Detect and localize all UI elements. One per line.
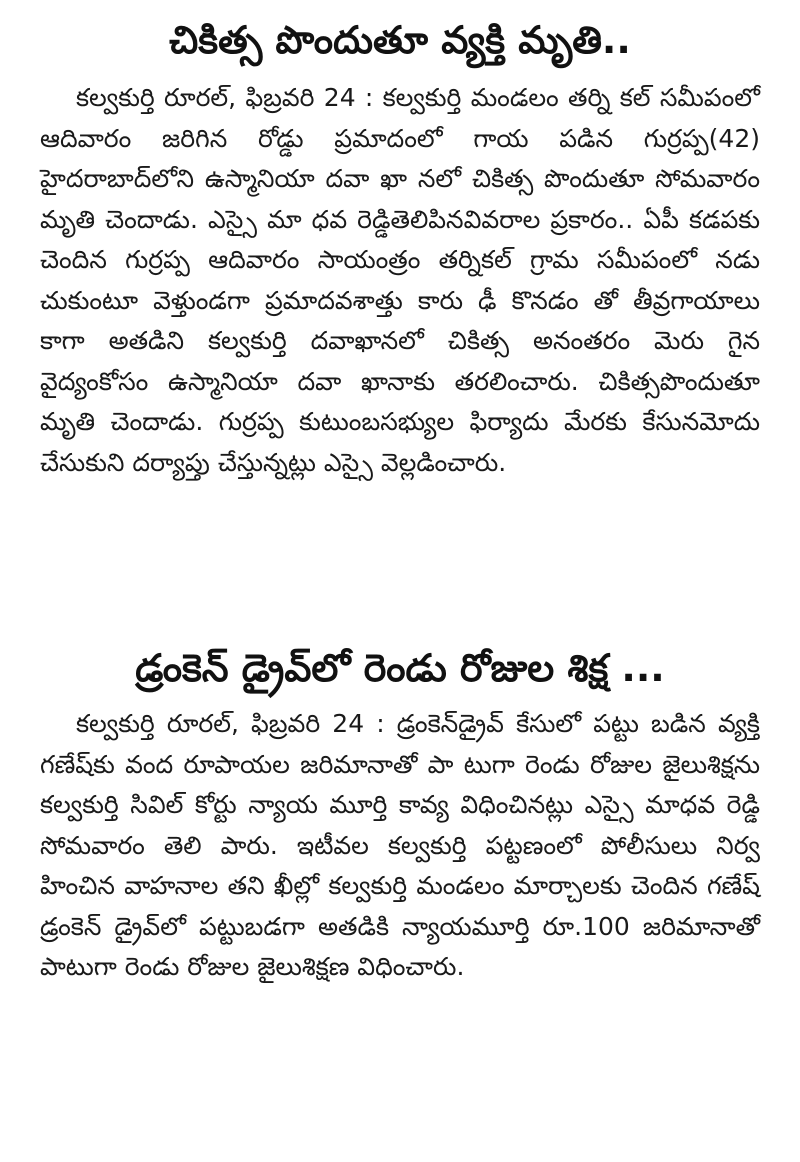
article-drunken-drive	[40, 642, 760, 988]
headline: డ్రంకెన్ డ్రైవ్‌లో రెండు రోజుల శిక్ష ...	[135, 646, 665, 690]
article-body: కల్వకుర్తి రూరల్, ఫిబ్రవరి 24 : డ్రంకెన్‌డ్రైవ్ కేసులో పట్టు బడిన వ్యక్తి గణేష్‌కు వంద రూపాయల జరిమానాతో పా టుగా రెండు రోజుల జైలుశిక్షను కల్వకుర్తి సివిల్ కోర్టు న్యాయ మూర్తి కావ్య విధించినట్లు ఎస్సై మాధవ రెడ్డి సోమవారం తెలి పారు. ఇటీవల కల్వకుర్తి పట్టణంలో పోలీసులు నిర్వ హించిన వాహనాల తని ఖీల్లో కల్వకుర్తి మండలం మార్చాలకు చెందిన గణేష్ డ్రంకెన్ డ్రైవ్‌లో పట్టుబడగా అతడికి న్యాయమూర్తి రూ.100 జరిమానాతో పాటుగా రెండు రోజుల జైలుశిక్షణ విధించారు.	[40, 709, 760, 981]
article-patient-death	[40, 14, 760, 483]
headline: చికిత్స పొందుతూ వ్యక్తి మృతి..	[169, 18, 631, 62]
article-body: కల్వకుర్తి రూరల్, ఫిబ్రవరి 24 : కల్వకుర్తి మండలం తర్ని కల్ సమీపంలో ఆదివారం జరిగిన రోడ్డు ప్రమాదంలో గాయ పడిన గుర్రప్ప(42) హైదరాబాద్‌లోని ఉస్మానియా దవా ఖా నలో చికిత్స పొందుతూ సోమవారం మృతి చెందాడు. ఎస్సై మా ధవ రెడ్డితెలిపినవివరాల ప్రకారం.. ఏపీ కడపకు చెందిన గుర్రప్ప ఆదివారం సాయంత్రం తర్నికల్ గ్రామ సమీపంలో నడు చుకుంటూ వెళ్తుండగా ప్రమాదవశాత్తు కారు ఢీ కొనడం తో తీవ్రగాయాలు కాగా అతడిని కల్వకుర్తి దవాఖానలో చికిత్స అనంతరం మెరు గైన వైద్యంకోసం ఉస్మానియా దవా ఖానాకు తరలించారు. చికిత్సపొందుతూ మృతి చెందాడు. గుర్రప్ప కుటుంబసభ్యుల ఫిర్యాదు మేరకు కేసునమోదు చేసుకుని దర్యాప్తు చేస్తున్నట్లు ఎస్సై వెల్లడించారు.	[40, 83, 760, 477]
